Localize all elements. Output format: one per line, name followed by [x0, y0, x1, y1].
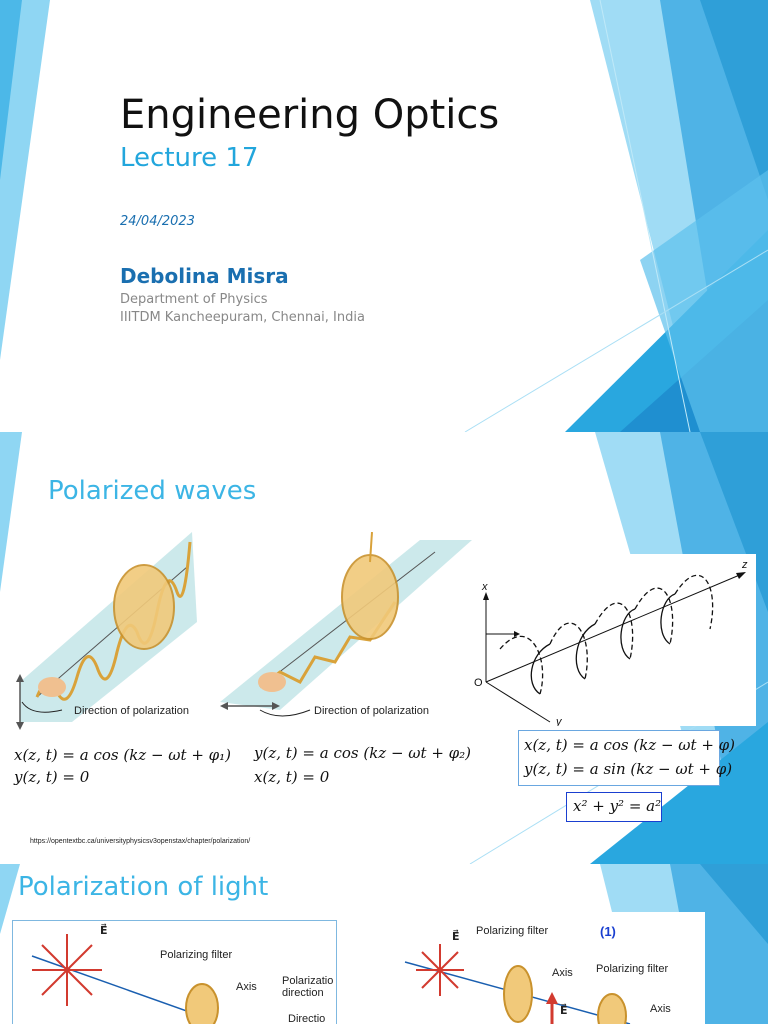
circular-equations-box [518, 730, 736, 786]
electric-field-label: E⃗ [100, 925, 108, 937]
source-link[interactable]: https://opentextbc.ca/universityphysicsv3openstax/chapter/polarization/ [30, 838, 251, 845]
vertical-polarization-figure [12, 532, 202, 732]
horizontal-polarization-figure [220, 532, 475, 732]
fig1-label: Direction of polarization [74, 705, 189, 717]
axis-x-label: x [482, 581, 488, 593]
axis-label-2: Axis [650, 1003, 671, 1015]
axis-label: Axis [236, 981, 257, 993]
step-number: (1) [600, 924, 616, 939]
slide-decoration [0, 0, 768, 432]
axis-z-label: z [742, 559, 748, 571]
origin-label: O [474, 677, 483, 689]
polarization-direction-label: Polarizatio [282, 975, 334, 987]
eq3-line1: x(z, t) = a cos (kz − ωt + φ) [524, 736, 736, 754]
polarizing-filter-figure-2 [400, 912, 705, 1024]
slide-title: Polarized waves [48, 476, 257, 506]
eq2-line1: y(z, t) = a cos (kz − ωt + φ₂) [254, 744, 472, 762]
filter-label-2: Polarizing filter [596, 963, 669, 975]
eq1-line1: x(z, t) = a cos (kz − ωt + φ₁) [14, 746, 232, 764]
title-slide [0, 0, 768, 432]
eq2-line2: x(z, t) = 0 [254, 768, 330, 786]
electric-field-label: E⃗ [452, 931, 460, 943]
circular-polarization-figure [470, 554, 756, 726]
polarized-waves-slide [0, 432, 768, 864]
author-department: Department of Physics [120, 292, 268, 307]
author-name: Debolina Misra [120, 264, 289, 288]
axis-label: Axis [552, 967, 573, 979]
fig2-label: Direction of polarization [314, 705, 429, 717]
presentation-title: Engineering Optics [120, 92, 500, 138]
eq3-line2: y(z, t) = a sin (kz − ωt + φ) [524, 760, 733, 778]
filter-label: Polarizing filter [476, 925, 549, 937]
polarizing-filter-figure-1 [12, 920, 337, 1024]
author-institute: IIITDM Kancheepuram, Chennai, India [120, 310, 365, 325]
lecture-date: 24/04/2023 [120, 214, 195, 229]
axis-y-label: y [556, 716, 562, 726]
polarization-direction-label-2: direction [282, 987, 324, 999]
direction-label: Directio [288, 1013, 326, 1024]
slide-title: Polarization of light [18, 872, 269, 902]
polarization-of-light-slide [0, 864, 768, 1024]
filter-label: Polarizing filter [160, 949, 233, 961]
electric-field-label-2: E⃗ [560, 1005, 568, 1017]
lecture-number: Lecture 17 [120, 143, 259, 173]
eq4: x² + y² = a² [573, 797, 662, 815]
eq1-line2: y(z, t) = 0 [14, 768, 90, 786]
circle-equation-box [566, 792, 662, 822]
